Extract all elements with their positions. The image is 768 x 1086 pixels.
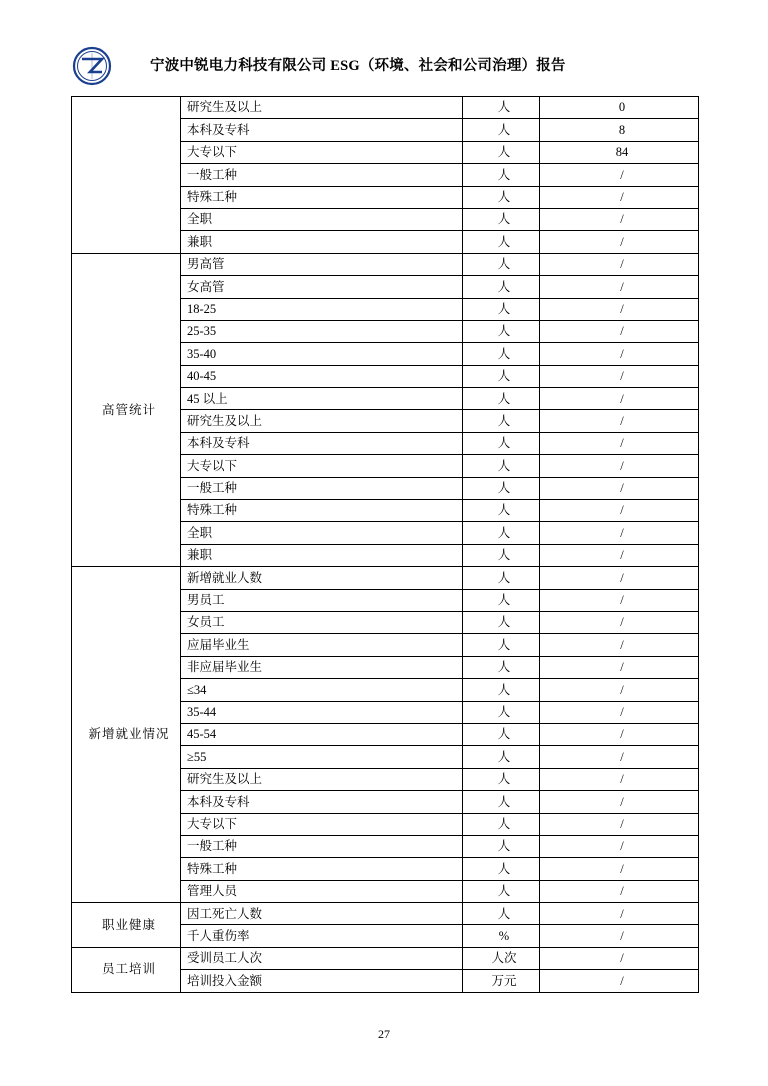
unit-cell: 人: [463, 656, 540, 678]
value-cell: /: [540, 679, 699, 701]
unit-cell: 人: [463, 455, 540, 477]
unit-cell: 人: [463, 522, 540, 544]
item-cell: 35-40: [181, 343, 463, 365]
value-cell: /: [540, 432, 699, 454]
unit-cell: 人: [463, 835, 540, 857]
value-cell: /: [540, 388, 699, 410]
unit-cell: 人: [463, 343, 540, 365]
item-cell: 一般工种: [181, 477, 463, 499]
table-row: [72, 97, 699, 119]
value-cell: /: [540, 723, 699, 745]
value-cell: /: [540, 276, 699, 298]
item-cell: 研究生及以上: [181, 97, 463, 119]
item-cell: 兼职: [181, 231, 463, 253]
value-cell: /: [540, 925, 699, 947]
company-logo-icon: [72, 46, 112, 86]
value-cell: /: [540, 880, 699, 902]
unit-cell: 人: [463, 186, 540, 208]
item-cell: 40-45: [181, 365, 463, 387]
item-cell: 一般工种: [181, 835, 463, 857]
item-cell: ≤34: [181, 679, 463, 701]
item-cell: 特殊工种: [181, 186, 463, 208]
value-cell: /: [540, 455, 699, 477]
unit-cell: 人: [463, 880, 540, 902]
item-cell: 大专以下: [181, 455, 463, 477]
item-cell: 因工死亡人数: [181, 903, 463, 925]
category-cell-executives: 高管统计: [72, 253, 181, 566]
unit-cell: 人: [463, 813, 540, 835]
unit-cell: 人: [463, 903, 540, 925]
unit-cell: 人: [463, 746, 540, 768]
value-cell: /: [540, 813, 699, 835]
value-cell: /: [540, 567, 699, 589]
unit-cell: 人: [463, 432, 540, 454]
value-cell: /: [540, 231, 699, 253]
unit-cell: 人: [463, 477, 540, 499]
item-cell: 全职: [181, 522, 463, 544]
item-cell: 兼职: [181, 544, 463, 566]
item-cell: 大专以下: [181, 813, 463, 835]
value-cell: /: [540, 701, 699, 723]
unit-cell: 人: [463, 768, 540, 790]
item-cell: 千人重伤率: [181, 925, 463, 947]
value-cell: /: [540, 656, 699, 678]
item-cell: 非应届毕业生: [181, 656, 463, 678]
item-cell: 男员工: [181, 589, 463, 611]
value-cell: 0: [540, 97, 699, 119]
value-cell: /: [540, 858, 699, 880]
value-cell: /: [540, 791, 699, 813]
item-cell: 一般工种: [181, 164, 463, 186]
category-cell-occupational-health: 职业健康: [72, 903, 181, 948]
value-cell: /: [540, 903, 699, 925]
unit-cell: 人: [463, 701, 540, 723]
value-cell: /: [540, 208, 699, 230]
page-header: [0, 46, 768, 90]
value-cell: /: [540, 410, 699, 432]
value-cell: 8: [540, 119, 699, 141]
unit-cell: 人: [463, 97, 540, 119]
employee-statistics-table: [71, 96, 698, 993]
page-title: 宁波中锐电力科技有限公司 ESG（环境、社会和公司治理）报告: [150, 58, 566, 74]
unit-cell: 人: [463, 141, 540, 163]
value-cell: /: [540, 746, 699, 768]
item-cell: 本科及专科: [181, 432, 463, 454]
table-body: [72, 97, 699, 993]
unit-cell: 人: [463, 723, 540, 745]
value-cell: /: [540, 500, 699, 522]
item-cell: 25-35: [181, 320, 463, 342]
value-cell: /: [540, 611, 699, 633]
unit-cell: 人: [463, 231, 540, 253]
item-cell: 新增就业人数: [181, 567, 463, 589]
item-cell: 18-25: [181, 298, 463, 320]
table-row: [72, 567, 699, 589]
category-cell-employee-training: 员工培训: [72, 947, 181, 992]
value-cell: /: [540, 253, 699, 275]
unit-cell: 人: [463, 858, 540, 880]
item-cell: 45-54: [181, 723, 463, 745]
table-row: [72, 947, 699, 969]
unit-cell: 人: [463, 611, 540, 633]
item-cell: 应届毕业生: [181, 634, 463, 656]
value-cell: /: [540, 320, 699, 342]
unit-cell: 人: [463, 208, 540, 230]
item-cell: 特殊工种: [181, 500, 463, 522]
item-cell: ≥55: [181, 746, 463, 768]
item-cell: 大专以下: [181, 141, 463, 163]
unit-cell: 万元: [463, 970, 540, 992]
table-row: [72, 903, 699, 925]
value-cell: /: [540, 164, 699, 186]
value-cell: /: [540, 835, 699, 857]
unit-cell: 人: [463, 164, 540, 186]
value-cell: /: [540, 186, 699, 208]
item-cell: 本科及专科: [181, 119, 463, 141]
value-cell: /: [540, 768, 699, 790]
value-cell: /: [540, 589, 699, 611]
value-cell: /: [540, 298, 699, 320]
category-cell: [72, 97, 181, 254]
item-cell: 35-44: [181, 701, 463, 723]
unit-cell: 人: [463, 298, 540, 320]
unit-cell: 人: [463, 388, 540, 410]
unit-cell: %: [463, 925, 540, 947]
item-cell: 女员工: [181, 611, 463, 633]
category-cell-new-employment: 新增就业情况: [72, 567, 181, 903]
unit-cell: 人次: [463, 947, 540, 969]
value-cell: /: [540, 365, 699, 387]
item-cell: 研究生及以上: [181, 410, 463, 432]
item-cell: 女高管: [181, 276, 463, 298]
unit-cell: 人: [463, 365, 540, 387]
value-cell: /: [540, 477, 699, 499]
unit-cell: 人: [463, 634, 540, 656]
item-cell: 培训投入金额: [181, 970, 463, 992]
value-cell: 84: [540, 141, 699, 163]
unit-cell: 人: [463, 500, 540, 522]
unit-cell: 人: [463, 589, 540, 611]
value-cell: /: [540, 970, 699, 992]
unit-cell: 人: [463, 567, 540, 589]
unit-cell: 人: [463, 791, 540, 813]
value-cell: /: [540, 634, 699, 656]
unit-cell: 人: [463, 276, 540, 298]
unit-cell: 人: [463, 119, 540, 141]
value-cell: /: [540, 522, 699, 544]
page-number: 27: [378, 1027, 390, 1041]
value-cell: /: [540, 544, 699, 566]
item-cell: 研究生及以上: [181, 768, 463, 790]
unit-cell: 人: [463, 410, 540, 432]
item-cell: 45 以上: [181, 388, 463, 410]
item-cell: 管理人员: [181, 880, 463, 902]
table-row: [72, 253, 699, 275]
value-cell: /: [540, 343, 699, 365]
unit-cell: 人: [463, 544, 540, 566]
item-cell: 男高管: [181, 253, 463, 275]
unit-cell: 人: [463, 320, 540, 342]
item-cell: 受训员工人次: [181, 947, 463, 969]
item-cell: 全职: [181, 208, 463, 230]
unit-cell: 人: [463, 253, 540, 275]
item-cell: 本科及专科: [181, 791, 463, 813]
unit-cell: 人: [463, 679, 540, 701]
item-cell: 特殊工种: [181, 858, 463, 880]
value-cell: /: [540, 947, 699, 969]
